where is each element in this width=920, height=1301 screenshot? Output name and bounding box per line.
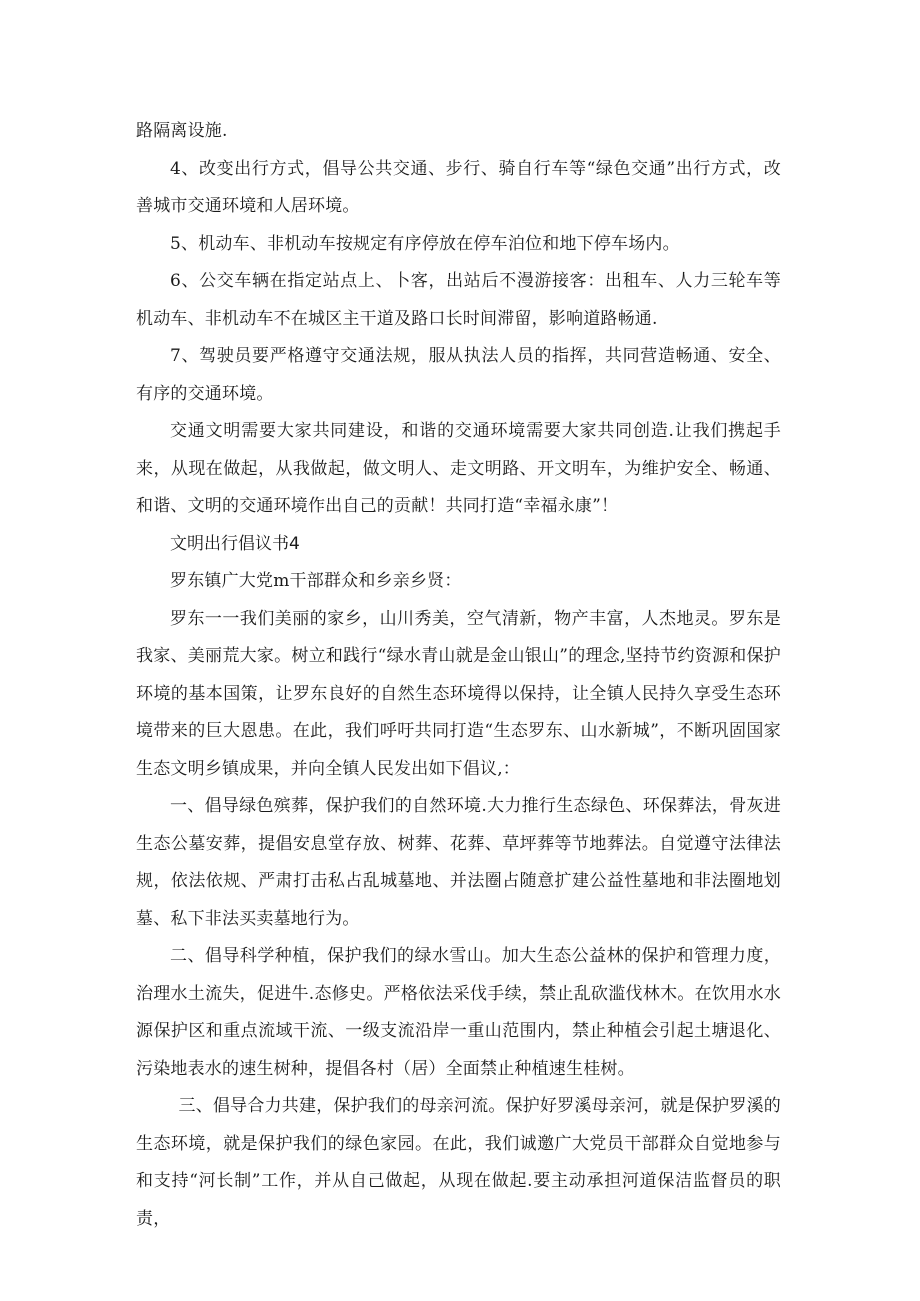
paragraph-intro: 罗东一一我们美丽的家乡，山川秀美，空气清新，物产丰富，人杰地灵。罗东是我家、美丽荒大家。树立和践行“绿水青山就是金山银山”的理念,坚持节约资源和保护环境的基本国策，让罗东良好的自然生态环境得以保持，让全镇人民持久享受生态环境带来的巨大恩患。在此，我们呼吁共同打造“生态罗东、山水新城”，不断巩固国家生态文明乡镇成果，并向全镇人民发出如下倡议,： (136, 608, 781, 779)
paragraph-item-6: 6、公交车辆在指定站点上、卜客，出站后不漫游接客：出租车、人力三轮车等机动车、非机动车不在城区主干道及路口长时间滞留，影响道路畅通. (136, 271, 781, 329)
paragraph-proposal-3: 三、倡导合力共建，保护我们的母亲河流。保护好罗溪母亲河，就是保护罗溪的生态环境，就是保护我们的绿色家园。在此，我们诚邀广大党员干部群众自觉地参与和支持“河长制”工作，并从自己做起，从现在做起.要主动承担河道保洁监督员的职责， (136, 1096, 781, 1229)
paragraph-proposal-2: 二、倡导科学种植，保护我们的绿水雪山。加大生态公益林的保护和管理力度，治理水土流失，促进牛.态修史。严格依法采伐手续，禁止乱砍滥伐林木。在饮用水水源保护区和重点流域干流、一级支流沿岸一重山范围内，禁止种植会引起土塘退化、污染地表水的速生树种，提倡各村（居）全面禁止种植速生桂树。 (136, 946, 781, 1079)
paragraph-item-4: 4、改变出行方式，倡导公共交通、步行、骑自行车等“绿色交通”出行方式，改善城市交通环境和人居环境。 (136, 158, 781, 216)
section-title: 文明出行倡议书4 (170, 533, 300, 554)
paragraph-item-5: 5、机动车、非机动车按规定有序停放在停车泊位和地下停车场内。 (170, 233, 680, 254)
paragraph-continuation: 路隔离设施. (136, 121, 228, 141)
paragraph-item-7: 7、驾驶员要严格遵守交通法规，服从执法人员的指挥，共同营造畅通、安全、有序的交通环境。 (136, 346, 781, 404)
document-body (136, 113, 781, 1238)
paragraph-closing: 交通文明需要大家共同建设，和谐的交通环境需要大家共同创造.让我们携起手来，从现在做起，从我做起，做文明人、走文明路、开文明车，为维护安全、畅通、和谐、文明的交通环境作出自己的贡献！共同打造“幸福永康”！ (136, 421, 781, 516)
paragraph-proposal-1: 一、倡导绿色殡葬，保护我们的自然环境.大力推行生态绿色、环保葬法，骨灰进生态公墓安葬，提倡安息堂存放、树葬、花葬、草坪葬等节地葬法。自觉遵守法律法规，依法依规、严肃打击私占乱城墓地、并法圈占随意扩建公益性墓地和非法圈地划墓、私下非法买卖墓地行为。 (136, 796, 781, 929)
salutation: 罗东镇广大党m干部群众和乡亲乡贤： (170, 571, 462, 591)
